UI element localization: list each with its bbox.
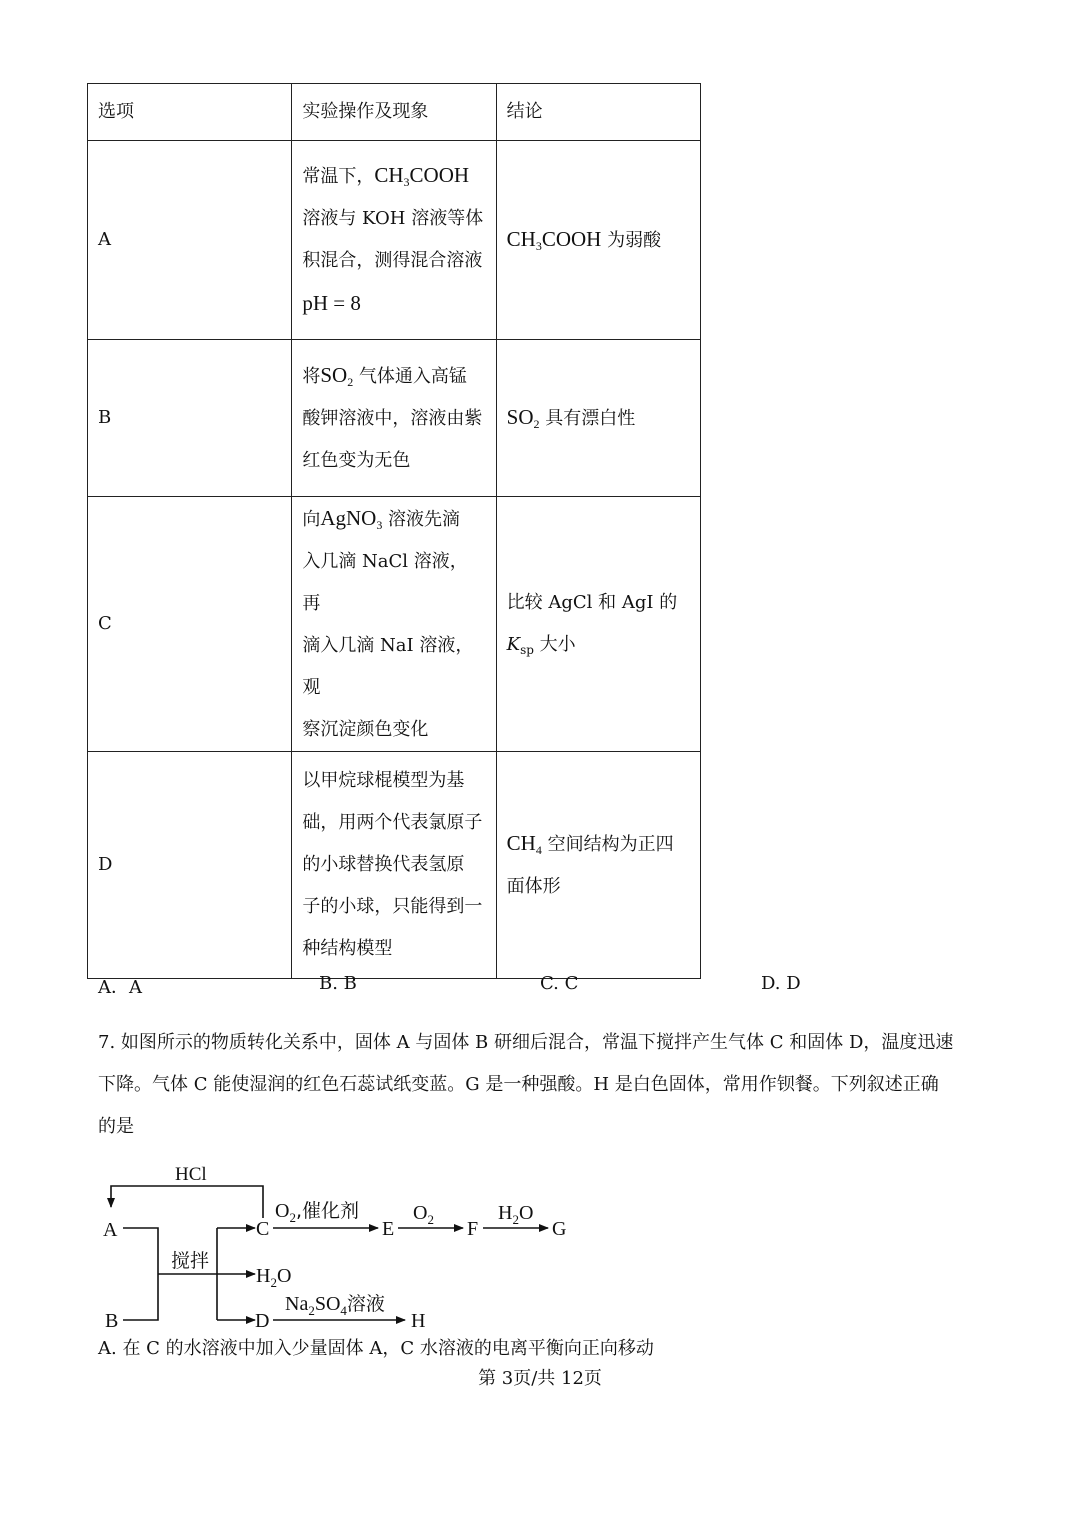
question7-line-1: 7. 如图所示的物质转化关系中，固体 A 与固体 B 研细后混合，常温下搅拌产生气体 C 和固体 D，温度迅速 xyxy=(98,1032,954,1053)
page-footer: 第 3页/共 12页 xyxy=(478,1368,602,1389)
o2-catalyst-label: $O_2$,催化剂 xyxy=(275,1200,359,1225)
row-option: A xyxy=(88,141,292,340)
chem-formula: AgNO$_3$ xyxy=(320,506,383,532)
chem-formula: pH = 8 xyxy=(302,291,361,315)
row-operation xyxy=(292,141,496,340)
node-a: A xyxy=(103,1219,118,1241)
cell-line xyxy=(302,282,485,326)
chem-formula: $CH_4$ xyxy=(506,831,542,857)
cell-line: 向AgNO$_3$ 溶液先滴 xyxy=(302,506,461,532)
table-header-row xyxy=(88,84,701,141)
table-row xyxy=(88,497,701,752)
cell-line: $CH_4$ 空间结构为正四 xyxy=(506,831,674,857)
table-row xyxy=(88,340,701,497)
ab-bracket xyxy=(123,1228,158,1320)
cell-line: 面体形 xyxy=(506,876,561,897)
node-f: F xyxy=(467,1218,479,1240)
node-h: H xyxy=(411,1310,426,1332)
question7-line-2: 下降。气体 C 能使湿润的红色石蕊试纸变蓝。G 是一种强酸。H 是白色固体，常用作钡餐。下列叙述正确 xyxy=(98,1074,939,1095)
cell-line: 溶液与 KOH 溶液等体 xyxy=(302,208,484,229)
cell-line: 将$SO_2$ 气体通入高锰 xyxy=(302,363,467,389)
cell-line: 的小球替换代表氢原 xyxy=(302,854,465,875)
choice-c[interactable]: C. C xyxy=(540,973,579,994)
cell-line: 以甲烷球棍模型为基 xyxy=(302,770,465,791)
row-conclusion xyxy=(496,497,700,752)
cell-line: $CH_3COOH$ 为弱酸 xyxy=(506,227,662,253)
header-conclusion: 结论 xyxy=(496,84,700,141)
question7-option-a[interactable]: A. 在 C 的水溶液中加入少量固体 A，C 水溶液的电离平衡向正向移动 xyxy=(98,1338,654,1359)
table-row xyxy=(88,752,701,979)
choice-a[interactable]: A．A xyxy=(98,977,142,998)
cell-line: 滴入几滴 NaI 溶液，观 xyxy=(302,635,474,698)
row-option: D xyxy=(88,752,292,979)
hcl-label: HCl xyxy=(175,1164,207,1185)
cell-line: 种结构模型 xyxy=(302,938,393,959)
table-row xyxy=(88,141,701,340)
cell-line: $K_{sp}$ 大小 xyxy=(506,634,576,657)
row-operation xyxy=(292,497,496,752)
node-e: E xyxy=(382,1218,395,1240)
row-conclusion xyxy=(496,752,700,979)
cell-line: 比较 AgCl 和 AgI 的 xyxy=(506,592,678,613)
hcl-arrow xyxy=(111,1186,263,1218)
header-option: 选项 xyxy=(88,84,292,141)
cell-line: 入几滴 NaCl 溶液，再 xyxy=(302,551,468,614)
node-d: D xyxy=(255,1310,270,1332)
cell-line: $SO_2$ 具有漂白性 xyxy=(506,405,636,431)
experiment-table xyxy=(87,83,701,979)
row-conclusion xyxy=(496,141,700,340)
row-operation xyxy=(292,340,496,497)
cell-line: 子的小球，只能得到一 xyxy=(302,896,483,917)
o2-label: $O_2$ xyxy=(413,1202,434,1227)
row-option: C xyxy=(88,497,292,752)
h2o-product-label: $H_2O$ xyxy=(256,1265,292,1290)
na2so4-label: $Na_2SO_4$溶液 xyxy=(285,1293,385,1318)
chem-formula: $SO_2$ xyxy=(320,363,354,389)
row-conclusion xyxy=(496,340,700,497)
header-operation: 实验操作及现象 xyxy=(292,84,496,141)
cell-line: 础，用两个代表氯原子 xyxy=(302,812,483,833)
node-c: C xyxy=(256,1218,270,1240)
chem-formula: $CH_3COOH$ xyxy=(374,163,470,189)
cell-line: 积混合，测得混合溶液 xyxy=(302,250,483,271)
chem-formula: $CH_3COOH$ xyxy=(506,227,602,253)
cell-line: 红色变为无色 xyxy=(302,450,411,471)
question7-line-3: 的是 xyxy=(98,1116,134,1137)
cell-line: 酸钾溶液中，溶液由紫 xyxy=(302,408,483,429)
chem-formula: $SO_2$ xyxy=(506,405,540,431)
choice-d[interactable]: D. D xyxy=(761,973,801,994)
h2o-arrow-label: $H_2O$ xyxy=(498,1202,534,1227)
conversion-diagram xyxy=(95,1155,595,1335)
cell-line: 常温下，$CH_3COOH$ xyxy=(302,163,470,189)
choice-b[interactable]: B. B xyxy=(319,973,357,994)
node-b: B xyxy=(105,1310,119,1332)
row-operation xyxy=(292,752,496,979)
node-g: G xyxy=(552,1218,567,1240)
stir-label: 搅拌 xyxy=(171,1251,210,1272)
row-option: B xyxy=(88,340,292,497)
cell-line: 察沉淀颜色变化 xyxy=(302,719,429,740)
